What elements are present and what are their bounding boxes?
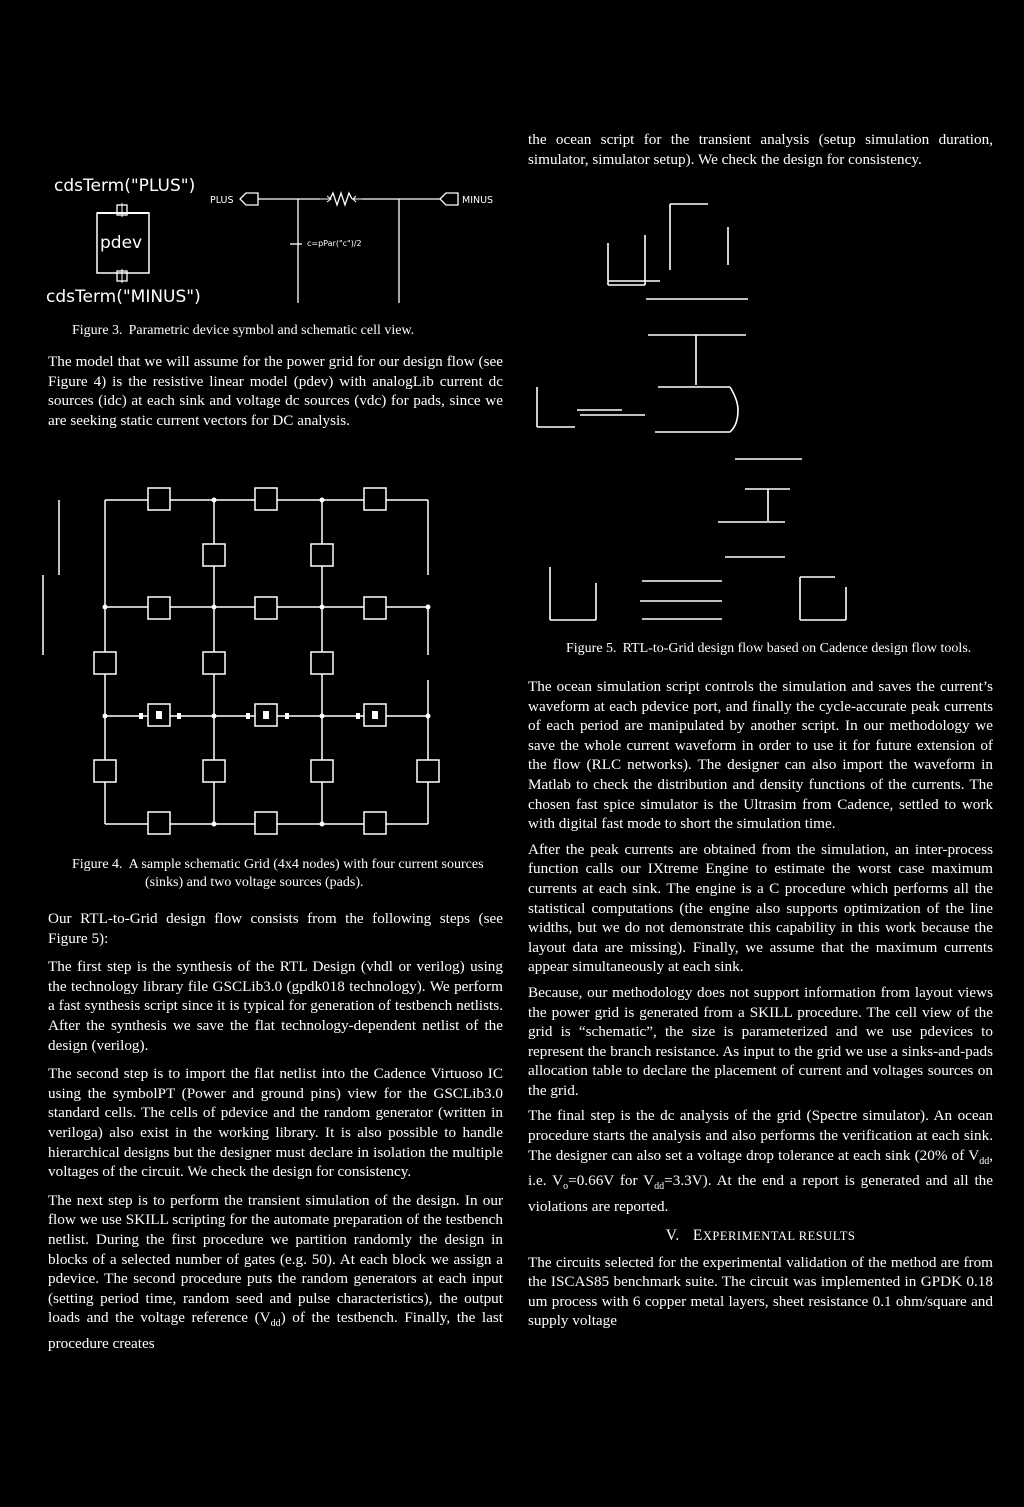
figure-3-diagram — [40, 165, 510, 315]
paragraph-steps-intro: Our RTL-to-Grid design flow consists from the following steps (see Figure 5): — [48, 910, 503, 947]
paragraph-step-3: The next step is to perform the transient simulation of the design. In our flow we use SKILL scripting for the automate preparation of the testbench netlist. During the first procedure we partition randomly the design in blocks of a selected number of gates (e.g. 50). At each block we assign a pdevice. The second procedure puts the random generators at each input (setting period time, random seed and pulse characteristics), the output loads and the voltage reference $(V_{dd})$ of the testbench. Finally, the last procedure creates — [48, 1191, 503, 1352]
paragraph-step-2: The second step is to import the flat netlist into the Cadence Virtuoso IC using the symbolPT (Power and ground pins) view for the GSCLib3.0 standard cells. The cells of pdevice and the random generator (written in veriloga) also exist in the working library. It is also possible to handle hierarchical designs but the designer must declare in isolation the multiple voltages of the circuit. We check the design for consistency. — [48, 1065, 503, 1181]
paragraph-ocean-script: the ocean script for the transient analysis (setup simulation duration, simulator, simulator setup). We check the design for consistency. — [528, 131, 993, 168]
pdev-label: pdev — [100, 233, 143, 253]
left-column-lower — [48, 909, 503, 1354]
figure-4-grid-schematic — [40, 480, 500, 850]
paragraph-dc-analysis: The final step is the dc analysis of the grid (Spectre simulator). An ocean procedure starts the analysis and also performs the verification at each sink. The designer can also set a voltage drop tolerance at each sink (20% of $V_{dd}$, i.e. $V_o=0.66V$ for $V_{dd}=3.3V$). At the end a report is generated and all the violations are reported. — [528, 1107, 994, 1215]
figure-5-caption: Figure 5. RTL-to-Grid design flow based on Cadence design flow tools. — [566, 641, 972, 656]
plus-term-label: cdsTerm("PLUS") — [54, 176, 196, 196]
section-heading-experimental-results: V. EXPERIMENTAL RESULTS — [665, 1226, 856, 1244]
paragraph-grid-generation: Because, our methodology does not support information from layout views the power grid is generated from a SKILL procedure. The cell view of the grid is “schematic”, the size is parameterized and we use pdevices to represent the branch resistance. As input to the grid we use a sinks-and-pads allocation table to declare the placement of current and voltages sources on the grid. — [528, 983, 993, 1099]
resistor-icon — [330, 193, 352, 205]
plus-pin-label: PLUS — [210, 195, 234, 206]
figure-3-caption: Figure 3. Parametric device symbol and schematic cell view. — [72, 323, 415, 338]
paragraph-step-1: The first step is the synthesis of the RTL Design (vhdl or verilog) using the technology library file GSCLib3.0 (gpdk018 technology). We perform a fast synthesis script since it is typical for generation of testbench netlists. After the synthesis we save the flat technology-dependent netlist of the design (verilog). — [48, 958, 503, 1054]
right-column-lower — [528, 677, 993, 1331]
plus-port-icon — [240, 193, 258, 205]
minus-term-label: cdsTerm("MINUS") — [46, 287, 201, 307]
figure-4-caption: Figure 4. A sample schematic Grid (4x4 nodes) with four current sources (sinks) and two voltage sources (pads). — [72, 857, 484, 890]
minus-port-icon — [440, 193, 458, 205]
paragraph-peak-currents: After the peak currents are obtained from the simulation, an inter-process function calls our IXtreme Engine to estimate the worst case maximum currents at each sink. The engine is a C procedure which performs all the statistical computations (the engine also supports optimization of the line widths, but we do not demonstrate this capability in this work because the layout data are missing). Finally, we assume that the maximum currents appear simultaneously at each sink. — [528, 840, 993, 976]
paragraph-experimental: The circuits selected for the experimental validation of the method are from the ISCAS85 benchmark suite. The circuit was implemented in GPDK 0.18 um process with 6 copper metal layers, sheet resistance 0.1 ohm/square and supply voltage — [528, 1253, 993, 1330]
paragraph-model: The model that we will assume for the power grid for our design flow (see Figure 4) is the resistive linear model (pdev) with analogLib current dc sources (idc) at each sink and voltage dc sources (vdc) for pads, since we are seeking static current vectors for DC analysis. — [48, 353, 503, 429]
paragraph-ocean-simulation: The ocean simulation script controls the simulation and saves the current’s waveform at each pdevice port, and finally the cycle-accurate peak currents of each period are manipulated by another script. In our methodology we save the whole current waveform in order to use it for future extension of the flow (RLC networks). The designer can also import the waveform in Matlab to check the distribution and density functions of the currents. The chosen fast spice simulator is the Ultrasim from Cadence, settled to work with digital fast mode to short the simulation time. — [528, 678, 993, 833]
param-text: c=pPar("c")/2 — [307, 239, 362, 248]
figure-5-flow-diagram — [530, 195, 860, 625]
minus-pin-label: MINUS — [462, 195, 494, 206]
